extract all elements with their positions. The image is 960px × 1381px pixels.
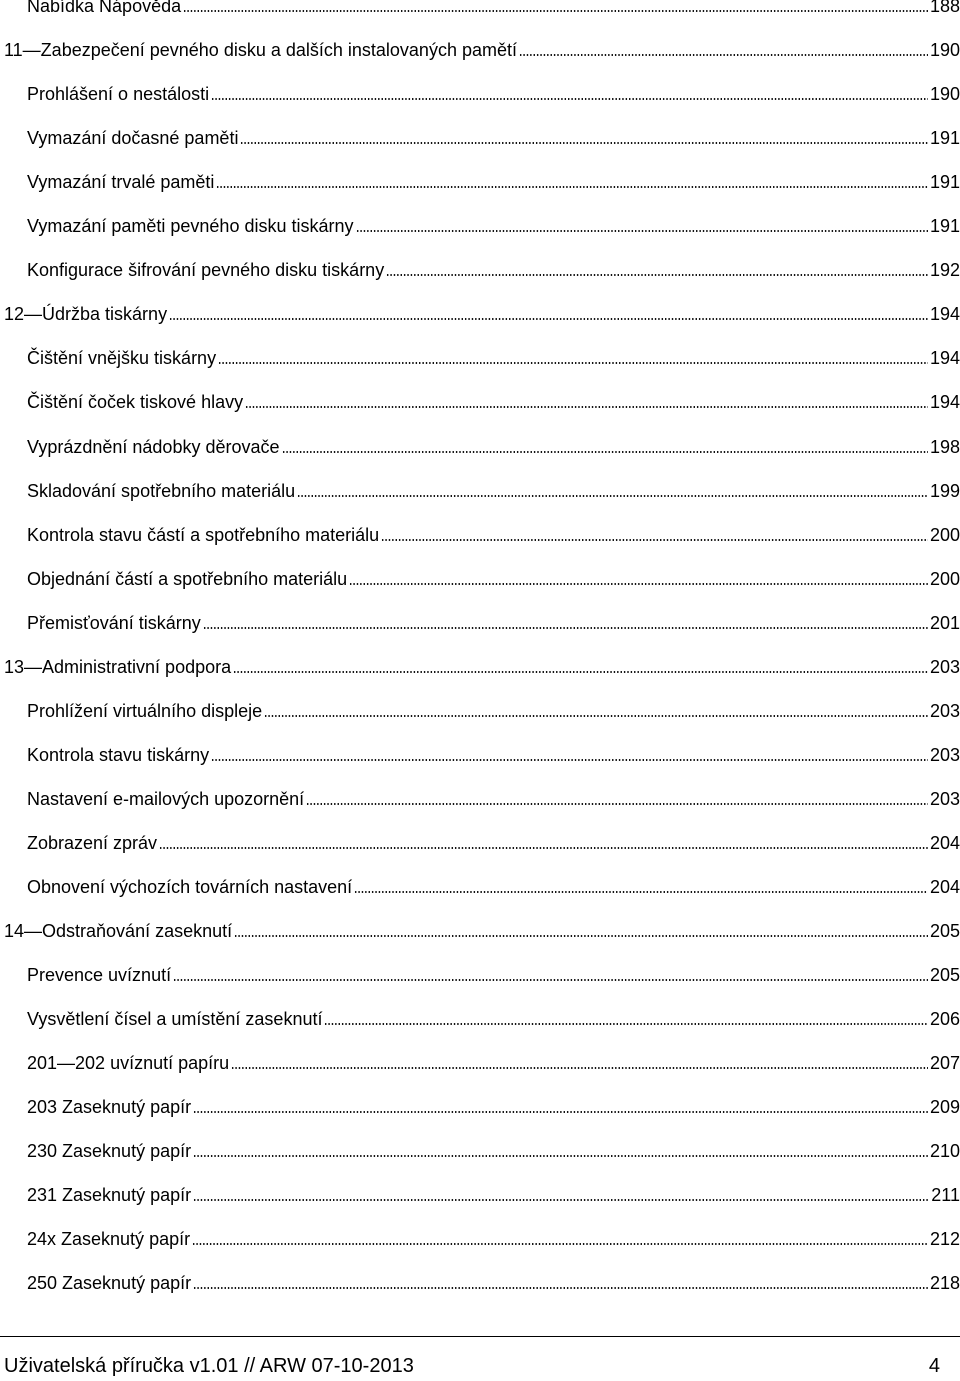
toc-entry-page-number: 191 [929,172,960,193]
toc-dot-leader [233,671,928,673]
toc-section-entry[interactable] [27,1224,960,1250]
toc-entry-page-number: 188 [929,0,960,16]
toc-section-entry[interactable] [27,828,960,854]
toc-entry-title: Nastavení e-mailových upozornění [27,788,305,809]
toc-entry-page-number: 218 [929,1273,960,1294]
toc-entry-page-number: 205 [929,965,960,986]
toc-dot-leader [193,1287,928,1289]
toc-entry-title: Zobrazení zpráv [27,832,158,853]
toc-dot-leader [282,451,928,453]
toc-dot-leader [240,142,928,144]
toc-entry-page-number: 203 [929,744,960,765]
toc-section-entry[interactable] [27,255,960,281]
toc-section-entry[interactable] [27,387,960,413]
footer-page-number: 4 [928,1355,940,1377]
toc-dot-leader [183,10,928,12]
toc-entry-title: Prevence uvíznutí [27,965,172,986]
toc-entry-title: Čištění čoček tiskové hlavy [27,392,244,413]
toc-entry-page-number: 201 [929,612,960,633]
toc-entry-page-number: 210 [929,1141,960,1162]
toc-section-entry[interactable] [27,696,960,722]
toc-dot-leader [159,847,928,849]
toc-entry-page-number: 200 [929,524,960,545]
toc-entry-title: 24x Zaseknutý papír [27,1229,191,1250]
toc-entry-page-number: 194 [929,304,960,325]
toc-section-entry[interactable] [27,1180,960,1206]
toc-entry-page-number: 207 [929,1053,960,1074]
toc-dot-leader [381,539,928,541]
toc-entry-title: 231 Zaseknutý papír [27,1185,192,1206]
toc-entry-title: Čištění vnějšku tiskárny [27,348,217,369]
toc-entry-title: Přemisťování tiskárny [27,612,201,633]
toc-dot-leader [324,1023,927,1025]
toc-section-entry[interactable] [27,1136,960,1162]
toc-dot-leader [211,98,928,100]
toc-entry-title: 203 Zaseknutý papír [27,1097,192,1118]
toc-entry-page-number: 206 [929,1009,960,1030]
toc-entry-page-number: 200 [929,568,960,589]
toc-dot-leader [245,406,928,408]
toc-entry-title: 250 Zaseknutý papír [27,1273,192,1294]
toc-section-entry[interactable] [27,476,960,502]
toc-entry-title: 14—Odstraňování zaseknutí [4,921,233,942]
toc-dot-leader [234,935,928,937]
toc-dot-leader [264,715,928,717]
toc-entry-page-number: 211 [931,1185,960,1206]
toc-dot-leader [356,230,928,232]
toc-entry-title: Objednání částí a spotřebního materiálu [27,568,348,589]
toc-entry-page-number: 191 [929,128,960,149]
toc-entry-title: 12—Údržba tiskárny [4,304,168,325]
toc-section-entry[interactable] [27,1048,960,1074]
toc-entry-page-number: 190 [929,84,960,105]
toc-entry-title: 13—Administrativní podpora [4,656,232,677]
toc-section-entry[interactable] [27,1004,960,1030]
toc-section-entry[interactable] [27,960,960,986]
toc-dot-leader [349,583,928,585]
toc-entry-title: Vymazání paměti pevného disku tiskárny [27,216,354,237]
toc-dot-leader [203,627,928,629]
toc-entry-page-number: 199 [929,480,960,501]
toc-section-entry[interactable] [27,0,960,17]
toc-entry-page-number: 212 [929,1229,960,1250]
toc-dot-leader [297,495,928,497]
toc-entry-page-number: 191 [929,216,960,237]
toc-dot-leader [193,1111,928,1113]
toc-entry-page-number: 203 [929,700,960,721]
toc-entry-title: Kontrola stavu tiskárny [27,744,210,765]
toc-entry-title: Skladování spotřebního materiálu [27,480,296,501]
toc-dot-leader [386,274,928,276]
toc-section-entry[interactable] [27,167,960,193]
toc-entry-page-number: 204 [929,832,960,853]
toc-dot-leader [193,1155,928,1157]
toc-entry-page-number: 205 [929,921,960,942]
toc-entry-page-number: 204 [929,877,960,897]
toc-section-entry[interactable] [27,784,960,810]
toc-entry-title: Vymazání trvalé paměti [27,172,215,193]
toc-entry-title: 230 Zaseknutý papír [27,1141,192,1162]
toc-section-entry[interactable] [27,564,960,590]
toc-entry-title: Prohlášení o nestálosti [27,84,210,105]
toc-dot-leader [218,362,928,364]
toc-dot-leader [231,1067,928,1069]
toc-chapter-entry[interactable] [4,652,960,678]
toc-chapter-entry[interactable] [4,299,960,325]
toc-entry-title: Vyprázdnění nádobky děrovače [27,436,280,457]
toc-dot-leader [169,318,928,320]
toc-section-entry[interactable] [27,872,960,898]
toc-entry-title: 11—Zabezpečení pevného disku a dalších instalovaných pamětí [4,40,517,61]
toc-dot-leader [354,891,928,893]
toc-entry-title: Vysvětlení čísel a umístění zaseknutí [27,1009,323,1030]
toc-entry-page-number: 194 [929,348,960,369]
toc-dot-leader [519,54,928,56]
toc-entry-page-number: 198 [929,436,960,457]
toc-section-entry[interactable] [27,211,960,237]
toc-section-entry[interactable] [27,1268,960,1294]
toc-section-entry[interactable] [27,432,960,458]
toc-section-entry[interactable] [27,740,960,766]
toc-entry-page-number: 194 [929,392,960,413]
toc-dot-leader [211,759,928,761]
toc-section-entry[interactable] [27,608,960,634]
toc-entry-title: Konfigurace šifrování pevného disku tiskárny [27,260,385,281]
toc-chapter-entry[interactable] [4,916,960,942]
toc-entry-title: Prohlížení virtuálního displeje [27,700,263,721]
toc-section-entry[interactable] [27,79,960,105]
toc-section-entry[interactable] [27,520,960,546]
toc-entry-page-number: 192 [929,260,960,281]
toc-section-entry[interactable] [27,343,960,369]
toc-dot-leader [306,803,928,805]
toc-entry-page-number: 190 [929,40,960,61]
toc-entry-title: Obnovení výchozích továrních nastavení [27,877,353,897]
toc-entry-title: Vymazání dočasné paměti [27,128,239,149]
toc-section-entry[interactable] [27,123,960,149]
toc-dot-leader [173,979,928,981]
toc-entry-title: Nabídka Nápověda [27,0,182,16]
toc-dot-leader [216,186,928,188]
toc-section-entry[interactable] [27,1092,960,1118]
toc-entry-title: 201—202 uvíznutí papíru [27,1053,230,1074]
footer-document-title: Uživatelská příručka v1.01 // ARW 07-10-2013 [4,1355,414,1377]
footer-divider [0,1336,960,1337]
toc-entry-page-number: 203 [929,788,960,809]
toc-dot-leader [192,1243,928,1245]
toc-chapter-entry[interactable] [4,35,960,61]
toc-entry-page-number: 209 [929,1097,960,1118]
toc-dot-leader [193,1199,929,1201]
toc-entry-page-number: 203 [929,656,960,677]
toc-entry-title: Kontrola stavu částí a spotřebního materiálu [27,524,380,545]
